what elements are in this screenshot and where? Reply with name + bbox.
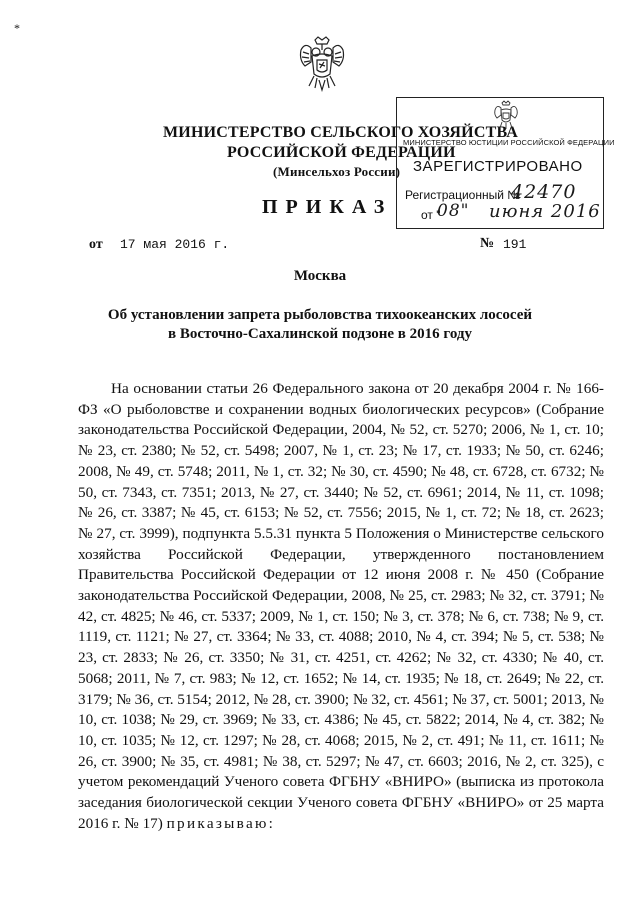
ministry-name-line1: МИНИСТЕРСТВО СЕЛЬСКОГО ХОЗЯЙСТВА	[163, 124, 519, 141]
coat-of-arms-emblem	[297, 36, 347, 92]
stamp-date-rest: июня 2016	[489, 201, 601, 222]
stamp-emblem-icon	[493, 100, 519, 130]
stamp-organization: МИНИСТЕРСТВО ЮСТИЦИИ РОССИЙСКОЙ ФЕДЕРАЦИИ	[403, 138, 615, 147]
order-date: 17 мая 2016 г.	[120, 237, 230, 252]
city-name: Москва	[293, 268, 347, 284]
stamp-date-prefix: от "	[421, 208, 441, 222]
number-label: №	[480, 236, 495, 251]
stamp-reg-number: 42470	[511, 181, 577, 203]
ministry-short-name: (Минсельхоз России)	[273, 164, 401, 179]
date-label: от	[89, 237, 103, 252]
ministry-name-line2: РОССИЙСКОЙ ФЕДЕРАЦИИ	[227, 144, 456, 161]
page-mark: *	[14, 21, 20, 35]
registration-stamp	[396, 97, 615, 229]
order-directive-colon: :	[268, 814, 273, 832]
order-directive-word: приказываю	[166, 814, 269, 832]
order-title	[0, 306, 640, 344]
stamp-date-day: 08"	[437, 201, 470, 221]
order-number: 191	[503, 237, 527, 252]
document-type-heading: ПРИКАЗ	[262, 196, 393, 218]
stamp-reg-label: Регистрационный №	[405, 188, 521, 202]
order-body-paragraph	[78, 379, 604, 834]
stamp-status: ЗАРЕГИСТРИРОВАНО	[413, 158, 583, 175]
order-body-text: На основании статьи 26 Федерального закона от 20 декабря 2004 г. № 166-ФЗ «О рыболовстве и сохранении водных биологических ресурсов» (Собрание законодательства Российской Федерации, 2004, № 52, ст. 5270; 2006, № 1, ст. 10; № 23, ст. 2380; № 52, ст. 5498; 2007, № 1, ст. 23; № 17, ст. 1933; № 50, ст. 6246; 2008, № 49, ст. 5748; 2011, № 1, ст. 32; № 30, ст. 4590; № 48, ст. 6728, ст. 6732; № 50, ст. 7343, ст. 7351; 2013, № 27, ст. 3440; № 52, ст. 6961; 2014, № 11, ст. 1098; № 26, ст. 3387; № 45, ст. 6153; № 52, ст. 7556; 2015, № 1, ст. 72; № 18, ст. 2623; № 27, ст. 3999), подпункта 5.5.31 пункта 5 Положения о Министерстве сельского хозяйства Российской Федерации, утвержденного постановлением Правительства Российской Федерации от 12 июня 2008 г. № 450 (Собрание законодательства Российской Федерации, 2008, № 25, ст. 2983; № 32, ст. 3791; № 42, ст. 4825; № 46, ст. 5337; 2009, № 1, ст. 150; № 3, ст. 378; № 6, ст. 738; № 9, ст. 1119, ст. 1121; № 27, ст. 3364; № 33, ст. 4088; 2010, № 4, ст. 394; № 5, ст. 538; № 23, ст. 2833; № 26, ст. 3350; № 31, ст. 4251, ст. 4262; № 32, ст. 4330; № 40, ст. 5068; 2011, № 7, ст. 983; № 12, ст. 1652; № 14, ст. 1935; № 18, ст. 2649; № 22, ст. 3179; № 36, ст. 5154; 2012, № 28, ст. 3900; № 32, ст. 4561; № 37, ст. 5001; 2013, № 10, ст. 1038; № 29, ст. 3969; № 33, ст. 4386; № 45, ст. 5822; 2014, № 4, ст. 382; № 10, ст. 1035; № 12, ст. 1297; № 28, ст. 4068; 2015, № 2, ст. 491; № 11, ст. 1611; № 26, ст. 3900; № 35, ст. 4981; № 38, ст. 5297; № 47, ст. 6603; 2016, № 2, ст. 325), с учетом рекомендаций Ученого совета ФГБНУ «ВНИРО» (выписка из протокола заседания биологической секции Ученого совета ФГБНУ «ВНИРО» от 25 марта 2016 г. № 17)	[78, 380, 604, 832]
order-title-line2: в Восточно-Сахалинской подзоне в 2016 году	[167, 326, 473, 342]
order-title-line1: Об установлении запрета рыболовства тихоокеанских лососей	[107, 307, 533, 323]
